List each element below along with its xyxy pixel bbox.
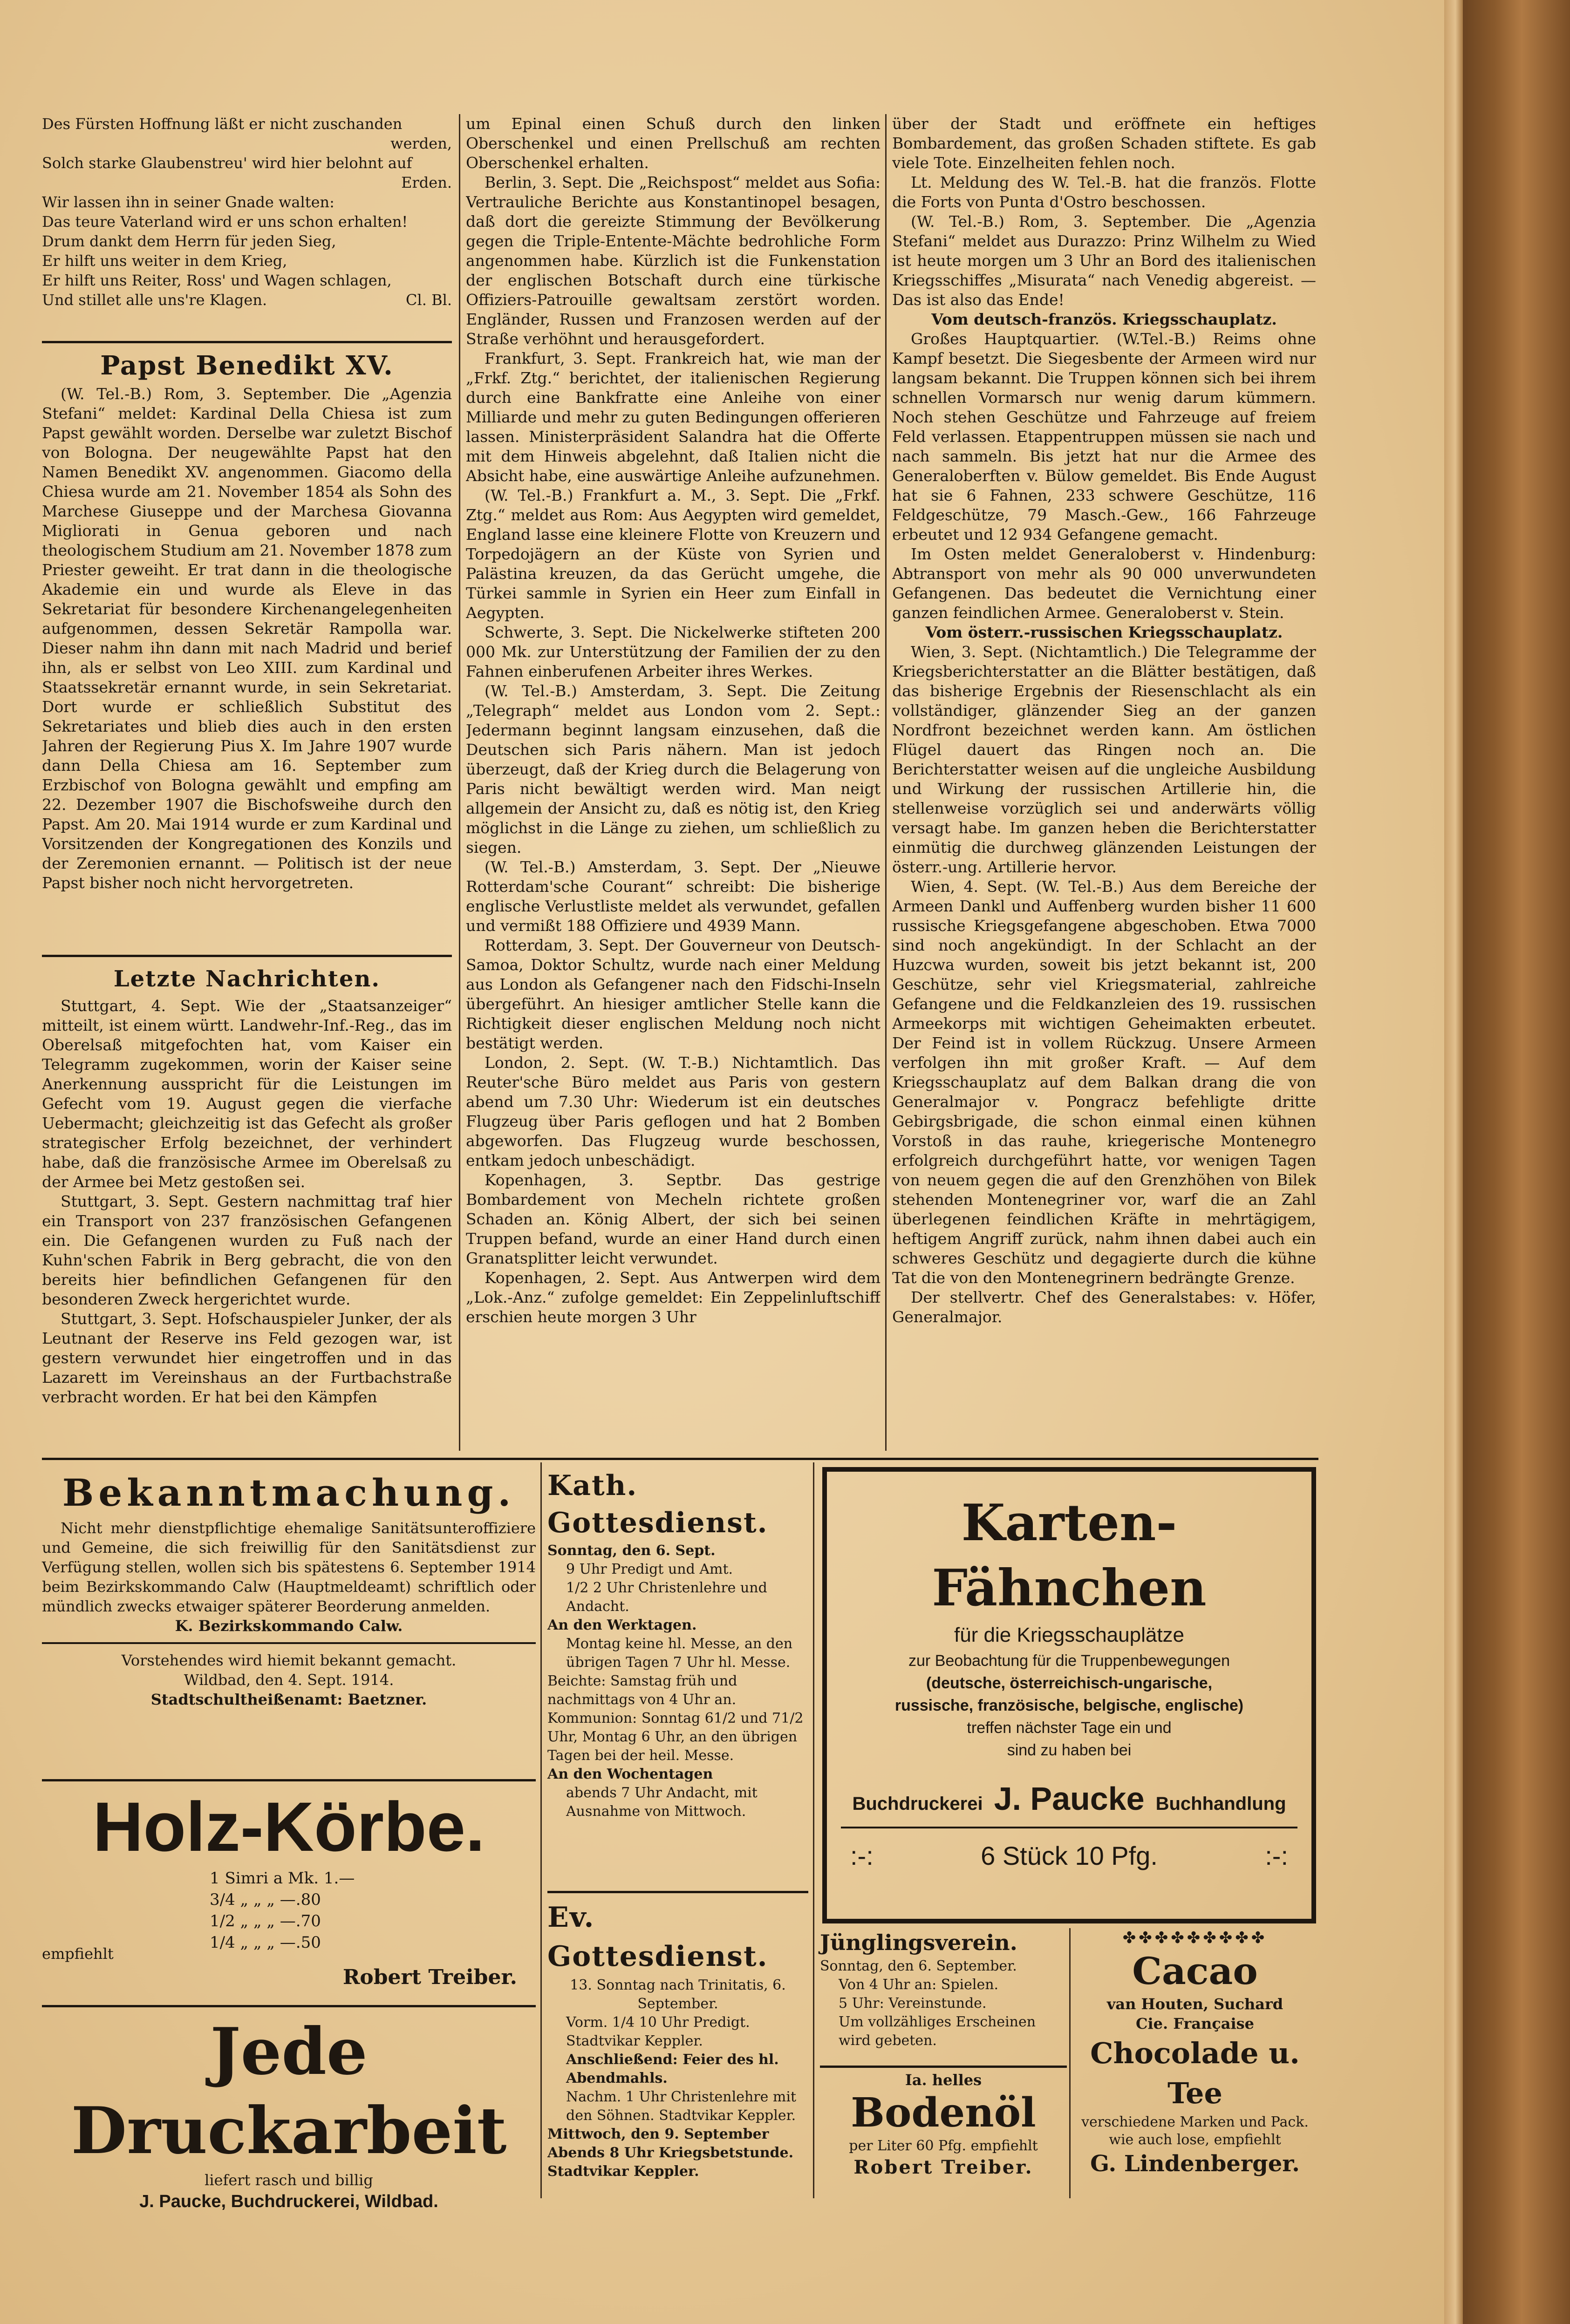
news-paragraph: Berlin, 3. Sept. Die „Reichspost“ meldet aus Sofia: Vertrauliche Berichte aus Konstantinopel besagen, daß dort die gereizte Stimmung der Bevölkerung gegen die Triple-Entente-Mächte bedrohliche Form angenommen habe. Kürzlich ist die Funkenstation der englischen Botschaft durch eine türkische Offiziers-Patrouille gewaltsam zerstört worden. Engländer, Russen und Franzosen werden auf der Straße verhöhnt und herausgefordert. <box>466 173 881 348</box>
poem-line: Er hilft uns weiter in dem Krieg, <box>42 252 287 270</box>
ad-line: 5 Uhr: Vereinstunde. <box>839 1995 987 2011</box>
ad-line: für die Kriegsschauplätze <box>954 1624 1185 1646</box>
poem-line: Er hilft uns Reiter, Ross' und Wagen schlagen, <box>42 272 392 289</box>
ornament: :-: <box>1265 1841 1288 1870</box>
ad-line: Kommunion: Sonntag 61/2 und 71/2 Uhr, Montag 6 Uhr, an den übrigen Tagen bei der heil. Messe. <box>547 1710 804 1764</box>
ad-border <box>42 2005 536 2007</box>
ad-title: Karten-Fähnchen <box>932 1494 1207 1617</box>
ad-rule <box>841 1827 1297 1828</box>
ad-line: 1/2 2 Uhr Christenlehre und Andacht. <box>566 1580 767 1615</box>
news-paragraph: Stuttgart, 3. Sept. Gestern nachmittag traf hier ein Transport von 237 französischen Gefangenen ein. Die Gefangenen wurden zu Fuß nach der Kuhn'schen Fabrik in Berg gebracht, die von den bereits hier befindlichen Gefangenen für den besonderen Zweck hergerichtet wurde. <box>42 1192 452 1308</box>
ad-line: Cie. Française <box>1135 2015 1255 2032</box>
price-row: 1 Simri a Mk. 1.— <box>210 1869 355 1888</box>
ad-line: wie auch lose, empfiehlt <box>1109 2132 1281 2148</box>
ad-line: sind zu haben bei <box>1007 1741 1132 1759</box>
karten-faehnchen-ad <box>822 1467 1316 1923</box>
kath-gottesdienst-ad <box>547 1467 808 1886</box>
price-line <box>841 1840 1297 1872</box>
news-paragraph: über der Stadt und eröffnete ein heftiges Bombardement, das großen Schaden stiftete. Es gab viele Tote. Einzelheiten fehlen noch. <box>892 115 1316 172</box>
shop-right: Buchhandlung <box>1155 1794 1286 1814</box>
ad-rule <box>42 1642 536 1644</box>
news-paragraph: Wien, 3. Sept. (Nichtamtlich.) Die Telegramme der Kriegsberichterstatter an die Blätter bestätigen, daß das bisherige Ergebnis der Riesenschlacht als ein vollständiger, glänzender Sieg an der ganzen Nordfront bezeichnet werden kann. Am östlichen Flügel dauert das Ringen noch an. Die Berichterstatter weisen auf die ungleiche Ausbildung und Wirkung der russischen Artillerie hin, die stellenweise vorzüglich sei und anderwärts völlig versagt habe. Im ganzen heben die Berichterstatter einmütig die durchweg glänzenden Leistungen der österr.-ung. Artillerie hervor. <box>892 643 1316 876</box>
news-paragraph: Schwerte, 3. Sept. Die Nickelwerke stifteten 200 000 Mk. zur Unterstützung der Familien der zu den Fahnen einberufenen Arbeiter ihres Werkes. <box>466 623 881 680</box>
column-rule <box>885 114 887 1451</box>
poem-line: Solch starke Glaubenstreu' wird hier belohnt auf <box>42 154 412 172</box>
poem <box>42 114 452 338</box>
ad-line: 9 Uhr Predigt und Amt. <box>566 1561 733 1577</box>
poem-line: werden, <box>390 135 452 152</box>
ad-text: empfiehlt <box>42 1945 114 1963</box>
divider <box>42 341 452 343</box>
page-edges <box>1444 0 1463 2324</box>
papst-article <box>42 347 452 948</box>
bodenoel-ad <box>820 2070 1067 2201</box>
price-list <box>210 1868 536 1953</box>
ad-line: treffen nächster Tage ein und <box>967 1719 1172 1737</box>
ad-heading: An den Werktagen. <box>547 1617 697 1633</box>
news-paragraph: (W. Tel.-B.) Amsterdam, 3. Sept. Der „Nieuwe Rotterdam'sche Courant“ schreibt: Die bisherige englische Verlustliste meldet als verwundet, gefallen und vermißt 188 Offiziere und 4939 Mann. <box>466 858 881 935</box>
ad-line: russische, französische, belgische, englische) <box>894 1697 1244 1714</box>
news-paragraph: Kopenhagen, 2. Sept. Aus Antwerpen wird dem „Lok.-Anz.“ zufolge gemeldet: Ein Zeppelinluftschiff erschien heute morgen 3 Uhr <box>466 1269 881 1326</box>
shop-left: Buchdruckerei <box>852 1794 983 1814</box>
shop-name: J. Paucke <box>994 1780 1145 1817</box>
holz-koerbe-ad <box>42 1786 536 2000</box>
ad-signature: Robert Treiber. <box>342 1965 517 1989</box>
ad-border <box>820 2066 1067 2068</box>
news-paragraph: (W. Tel.-B.) Amsterdam, 3. Sept. Die Zeitung „Telegraph“ meldet aus London vom 2. Sept.: Jedermann beginnt langsam einzusehen, daß die Deutschen sich Paris nähern. Man ist jedoch überzeugt, daß der Krieg durch die Belagerung von Paris nicht bewältigt werden wird. Man neigt allgemein der Ansicht zu, daß es nötig ist, den Krieg möglichst in die Länge zu ziehen, um schließlich zu siegen. <box>466 682 881 856</box>
ad-title: Jede Druckarbeit <box>71 2013 507 2168</box>
ad-heading: Sonntag, den 6. Sept. <box>547 1543 716 1559</box>
poem-line: Das teure Vaterland wird er uns schon erhalten! <box>42 213 408 231</box>
ad-line: Wildbad, den 4. Sept. 1914. <box>184 1671 394 1689</box>
section-heading: Vom deutsch-französ. Kriegsschauplatz. <box>931 310 1277 328</box>
news-column-3 <box>892 114 1316 1448</box>
price-row: 1/2 „ „ „ —.70 <box>210 1912 321 1930</box>
ad-border <box>42 1779 536 1781</box>
news-paragraph: um Epinal einen Schuß durch den linken Oberschenkel und einen Prellschuß am rechten Oberschenkel erhalten. <box>466 115 881 172</box>
bekanntmachung-ad <box>42 1467 536 1774</box>
news-paragraph: Frankfurt, 3. Sept. Frankreich hat, wie man der „Frkf. Ztg.“ berichtet, der italienischen Regierung durch eine Bankfratte eine Anleihe von einer Milliarde und mehr zu guten Bedingungen offerieren lassen. Ministerpräsident Salandra hat die Offerte mit dem Hinweis abgelehnt, daß Italien nicht die Absicht habe, eine auswärtige Anleihe aufzunehmen. <box>466 349 881 485</box>
news-paragraph: Kopenhagen, 3. Septbr. Das gestrige Bombardement von Mecheln richtete großen Schaden an. König Albert, der sich bei seinen Truppen befand, wurde an einer Hand durch einen Granatsplitter leicht verwundet. <box>466 1171 881 1267</box>
news-paragraph: Rotterdam, 3. Sept. Der Gouverneur von Deutsch-Samoa, Doktor Schultz, wurde nach einer Meldung aus London als Gefangener nach den Fidschi-Inseln übergeführt. An hiesiger amtlicher Stelle kann die Richtigkeit dieser englischen Meldung noch nicht bestätigt werden. <box>466 936 881 1052</box>
ad-line: Sonntag, den 6. September. <box>820 1958 1017 1974</box>
divider <box>42 955 452 957</box>
ad-line: Nachm. 1 Uhr Christenlehre mit den Söhnen. Stadtvikar Keppler. <box>566 2089 797 2124</box>
ad-text: Nicht mehr dienstpflichtige ehemalige Sanitätsunteroffiziere und Gemeine, die sich freiwillig für den Sanitätsdienst zur Verfügung stellen, wollen sich bis spätestens 6. September 1914 beim Bezirkskommando Calw (Hauptmeldeamt) schriftlich oder mündlich zwecks etwaiger späterer Beorderung anmelden. <box>42 1519 536 1615</box>
druckarbeit-ad <box>42 2012 536 2211</box>
ad-line: Anschließend: Feier des hl. Abendmahls. <box>566 2052 779 2086</box>
poem-line: Drum dankt dem Herrn für jeden Sieg, <box>42 232 336 250</box>
news-paragraph: Im Osten meldet Generaloberst v. Hindenburg: Abtransport von mehr als 90 000 unverwundeten Gefangenen. Das bedeutet die Vernichtung einer ganzen feindlichen Armee. Generaloberst v. Stein. <box>892 545 1316 622</box>
ornament: :-: <box>850 1841 874 1870</box>
news-paragraph: Großes Hauptquartier. (W.Tel.-B.) Reims ohne Kampf besetzt. Die Siegesbente der Armeen wird nur langsam bekannt. Die Truppen können sich bei ihrem schnellen Vormarsch nur wenig darum kümmern. Noch stehen Geschütze und Fahrzeuge auf freiem Feld verlassen. Etappentruppen müssen sie nach und nach sammeln. Bis jetzt hat nur die Armee des Generaloberften v. Bülow gemeldet. Bis Ende August hat sie 6 Fahnen, 233 schwere Geschütze, 116 Feldgeschütze, 79 Masch.-Gew., 166 Fahrzeuge erbeutet und 12 934 Gefangene gemacht. <box>892 330 1316 544</box>
ad-line: Um vollzähliges Erscheinen wird gebeten. <box>839 2014 1036 2049</box>
ad-line: J. Paucke, Buchdruckerei, Wildbad. <box>139 2192 438 2211</box>
ev-gottesdienst-ad <box>547 1898 808 2201</box>
ad-title: Cacao <box>1132 1949 1258 1993</box>
ad-line: Beichte: Samstag früh und nachmittags von 4 Uhr an. <box>547 1673 737 1708</box>
ad-title: Jünglingsverein. <box>820 1930 1017 1955</box>
price-row: 1/4 „ „ „ —.50 <box>210 1933 321 1952</box>
book-spine <box>1463 0 1570 2324</box>
poem-author: Cl. Bl. <box>406 291 452 309</box>
news-paragraph: Stuttgart, 4. Sept. Wie der „Staatsanzeiger“ mitteilt, ist einem württ. Landwehr-Inf.-Reg., das im Oberelsaß mitgefochten hat, vom Kaiser ein Telegramm zugekommen, worin der Kaiser seine Anerkennung ausspricht für die Leistungen im Gefecht vom 19. August gegen die vierfache Uebermacht; gleichzeitig ist das Gefecht als großer strategischer Erfolg bezeichnet, der verhindert habe, daß die französische Armee im Oberelsaß zu der Armee bei Metz gestoßen sei. <box>42 997 452 1191</box>
ad-line: Montag keine hl. Messe, an den übrigen Tagen 7 Uhr hl. Messe. <box>566 1636 793 1671</box>
cacao-ad <box>1074 1928 1316 2201</box>
ad-heading: An den Wochentagen <box>547 1766 713 1782</box>
ad-line: liefert rasch und billig <box>205 2171 373 2189</box>
poem-line-text: Und stillet alle uns're Klagen. <box>42 291 267 309</box>
ad-title: Kath. Gottesdienst. <box>547 1469 768 1539</box>
ad-title: Holz-Körbe. <box>93 1787 485 1866</box>
ad-line: Vorstehendes wird hiemit bekannt gemacht. <box>121 1651 457 1669</box>
poem-line: Wir lassen ihn in seiner Gnade walten: <box>42 193 334 211</box>
juenglingsverein-ad <box>820 1928 1067 2063</box>
news-column-2 <box>466 114 881 1448</box>
news-paragraph: Stuttgart, 3. Sept. Hofschauspieler Junker, der als Leutnant der Reserve ins Feld gezogen war, ist gestern verwundet hier eingetroffen und in das Lazarett im Vereinshaus an der Furtbachstraße verbracht worden. Er hat bei den Kämpfen <box>42 1310 452 1406</box>
price: 6 Stück 10 Pfg. <box>981 1841 1158 1870</box>
column-rule <box>1069 1928 1071 2198</box>
ad-line: zur Beobachtung für die Truppenbewegungen <box>908 1652 1230 1670</box>
news-paragraph: (W. Tel.-B.) Rom, 3. September. Die „Agenzia Stefani“ meldet aus Durazzo: Prinz Wilhelm zu Wied ist heute morgen um 3 Uhr an Bord des italienischen Kriegsschiffes „Misurata“ nach Venedig abgereist. — Das ist also das Ende! <box>892 212 1316 309</box>
poem-line: Des Fürsten Hoffnung läßt er nicht zuschanden <box>42 115 403 133</box>
ads-divider <box>42 1458 1318 1460</box>
ad-line: 13. Sonntag nach Trinitatis, 6. September. <box>570 1977 786 2012</box>
ad-line: (deutsche, österreichisch-ungarische, <box>926 1674 1213 1692</box>
ad-line: Von 4 Uhr an: Spielen. <box>839 1977 999 1993</box>
ad-line: abends 7 Uhr Andacht, mit Ausnahme von Mittwoch. <box>566 1785 758 1820</box>
article-body: (W. Tel.-B.) Rom, 3. September. Die „Agenzia Stefani“ meldet: Kardinal Della Chiesa ist zum Papst gewählt worden. Derselbe war zuletzt Bischof von Bologna. Der neugewählte Papst hat den Namen Benedikt XV. angenommen. Giacomo della Chiesa wurde am 21. November 1854 als Sohn des Marchese Giuseppe und der Marchesa Giovanna Migliorati in Genua geboren und nach theologischem Studium am 21. November 1878 zum Priester geweiht. Er trat dann in die theologische Akademie ein und wurde als Eleve in das Sekretariat für besondere Kirchenangelegenheiten aufgenommen, dessen Sekretär Rampolla war. Dieser nahm ihn dann mit nach Madrid und berief ihn, als er selbst von Leo XIII. zum Kardinal und Staatssekretär ernannt wurde, in sein Sekretariat. Dort wurde er schließlich Substitut des Sekretariates und blieb dies auch in den ersten Jahren der Regierung Pius X. Im Jahre 1907 wurde dann Della Chiesa am 16. September zum Erzbischof von Bologna gewählt und empfing am 22. Dezember 1907 die Bischofsweihe durch den Papst. Am 20. Mai 1914 wurde er zum Kardinal und Vorsitzenden der Kongregationen des Konzils und der Zeremonien ernannt. — Politisch ist der neue Papst bisher noch nicht hervorgetreten. <box>42 385 452 892</box>
news-paragraph: Lt. Meldung des W. Tel.-B. hat die französ. Flotte die Forts von Punta d'Ostro beschossen. <box>892 173 1316 211</box>
ad-line: Ia. helles <box>905 2071 982 2089</box>
signature: Der stellvertr. Chef des Generalstabes: v. Höfer, Generalmajor. <box>892 1288 1316 1326</box>
shop-line <box>841 1780 1297 1817</box>
news-paragraph: Wien, 4. Sept. (W. Tel.-B.) Aus dem Bereiche der Armeen Dankl und Auffenberg wurden bisher 11 600 russische Kriegsgefangene abgeschoben. Etwa 7000 sind noch angekündigt. In der Schlacht an der Huzcwa wurden, soweit bis jetzt bekannt ist, 200 Geschütze, sehr viel Kriegsmaterial, zahlreiche Gefangene und die Feldkanzleien des 19. russischen Armeekorps mit wichtigen Geheimakten erbeutet. Der Feind ist in vollem Rückzug. Unsere Armeen verfolgen ihn mit großer Kraft. — Auf dem Kriegsschauplatz auf dem Balkan drang die von Generalmajor v. Pongracz befehligte dritte Gebirgsbrigade, die schon einmal einen kühnen Vorstoß in das rauhe, kriegerische Montenegro erfolgreich durchgeführt hatte, vor wenigen Tagen von neuem gegen die auf den Grenzhöhen von Bilek stehenden Montenegriner vor, warf die an Zahl überlegenen feindlichen Kräfte in mehrtägigem, heftigem Angriff zurück, nahm ihnen dabei auch ein schweres Geschütz und degagierte durch die kühne Tat die von den Montenegrinern bedrängte Grenze. <box>892 877 1316 1287</box>
ad-signature: Robert Treiber. <box>853 2156 1033 2178</box>
ad-title: Bodenöl <box>851 2089 1036 2136</box>
news-paragraph: London, 2. Sept. (W. T.-B.) Nichtamtlich. Das Reuter'sche Büro meldet aus Paris von gestern abend um 7.30 Uhr: Wiederum ist ein deutsches Flugzeug über Paris geflogen und hat 2 Bomben abgeworfen. Das Flugzeug wurde beschossen, entkam jedoch unbeschädigt. <box>466 1053 881 1169</box>
ad-signature: G. Lindenberger. <box>1090 2151 1300 2177</box>
ad-border <box>547 1891 808 1893</box>
news-paragraph: (W. Tel.-B.) Frankfurt a. M., 3. Sept. Die „Frkf. Ztg.“ meldet aus Rom: Aus Aegypten wird gemeldet, England lasse eine kleinere Flotte von Kreuzern und Torpedojägern an der Küste von Syrien und Palästina kreuzen, da das Gerücht umgehe, die Türkei sammle in Syrien ein Heer zum Einfall in Aegypten. <box>466 486 881 622</box>
ad-line: verschiedene Marken und Pack. <box>1081 2114 1309 2130</box>
article-title: Letzte Nachrichten. <box>113 966 381 992</box>
ad-title: Bekanntmachung. <box>62 1471 516 1515</box>
ad-line: per Liter 60 Pfg. empfiehlt <box>849 2138 1038 2154</box>
ornament-row: ✤✤✤✤✤✤✤✤✤ <box>1122 1929 1268 1947</box>
ad-title: Ev. Gottesdienst. <box>547 1901 768 1973</box>
price-row: 3/4 „ „ „ —.80 <box>210 1890 321 1909</box>
poem-line <box>42 290 452 310</box>
column-rule <box>540 1462 542 2198</box>
column-rule <box>813 1462 814 2198</box>
column-rule <box>459 114 460 1451</box>
ad-line: Mittwoch, den 9. September Abends 8 Uhr Kriegsbetstunde. Stadtvikar Keppler. <box>547 2126 794 2180</box>
ad-line: Vorm. 1/4 10 Uhr Predigt. Stadtvikar Keppler. <box>566 2014 750 2049</box>
article-title: Papst Benedikt XV. <box>100 350 394 381</box>
ad-signature: K. Bezirkskommando Calw. <box>175 1617 403 1635</box>
ad-title-2: Chocolade u. Tee <box>1090 2036 1300 2110</box>
ad-line: van Houten, Suchard <box>1106 1995 1283 2013</box>
section-heading: Vom österr.-russischen Kriegsschauplatz. <box>925 623 1283 641</box>
letzte-nachrichten <box>42 962 452 1448</box>
ad-line: Stadtschultheißenamt: Baetzner. <box>150 1691 427 1708</box>
poem-line: Erden. <box>401 174 452 191</box>
